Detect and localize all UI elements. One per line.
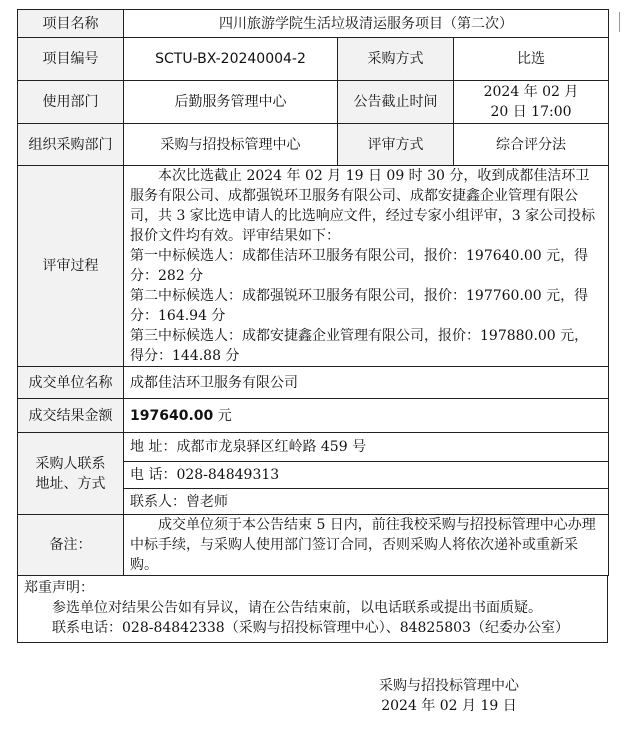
- contact-label: 采购人联系地址、方式: [18, 433, 124, 515]
- amount-label: 成交结果金额: [18, 399, 124, 433]
- org-label: 组织采购部门: [18, 124, 124, 166]
- signature-block: [379, 676, 519, 716]
- declaration-box: [17, 576, 608, 643]
- candidate-2: 第二中标候选人：成都强锐环卫服务有限公司，报价：197760.00 元，得分：164.94 分: [130, 288, 589, 324]
- project-name-value: 四川旅游学院生活垃圾清运服务项目（第二次）: [124, 10, 609, 38]
- page-edge-divider: [619, 12, 625, 32]
- winner-label: 成交单位名称: [18, 367, 124, 399]
- procure-method-value: 比选: [454, 38, 609, 81]
- process-label: 评审过程: [18, 166, 124, 367]
- row-address: [18, 433, 609, 462]
- row-amount: [18, 399, 609, 433]
- result-table: [17, 9, 609, 576]
- row-process: [18, 166, 609, 367]
- review-method-value: 综合评分法: [454, 124, 609, 166]
- project-name-label: 项目名称: [18, 10, 124, 38]
- signature-org: 采购与招投标管理中心: [379, 678, 519, 694]
- declaration-title: 郑重声明：: [24, 580, 94, 596]
- signature-date: 2024 年 02 月 19 日: [381, 698, 517, 714]
- declaration-line-1: 参选单位对结果公告如有异议，请在公告结束前，以电话联系或提出书面质疑。: [52, 600, 542, 616]
- dept-label: 使用部门: [18, 81, 124, 124]
- contact-phone: 电 话：028-84849313: [124, 462, 609, 489]
- org-value: 采购与招投标管理中心: [124, 124, 338, 166]
- candidate-1: 第一中标候选人：成都佳洁环卫服务有限公司，报价：197640.00 元，得分：282 分: [130, 248, 589, 284]
- project-no-label: 项目编号: [18, 38, 124, 81]
- row-org: [18, 124, 609, 166]
- winner-value: 成都佳洁环卫服务有限公司: [124, 367, 609, 399]
- dept-value: 后勤服务管理中心: [124, 81, 338, 124]
- row-dept: [18, 81, 609, 124]
- contact-person: 联系人：曾老师: [124, 489, 609, 515]
- remark-text: 成交单位须于本公告结束 5 日内，前往我校采购与招投标管理中心办理中标手续，与采购人使用部门签订合同，否则采购人将依次递补或重新采购。: [124, 515, 609, 576]
- amount-unit: 元: [217, 407, 232, 424]
- deadline-label: 公告截止时间: [338, 81, 454, 124]
- remark-label: 备注：: [18, 515, 124, 576]
- deadline-value: 2024 年 02 月 20 日 17:00: [454, 81, 609, 124]
- declaration-line-2: 联系电话：028-84842338（采购与招投标管理中心）、84825803（纪委办公室）: [52, 620, 569, 636]
- row-project-no: [18, 38, 609, 81]
- candidate-3: 第三中标候选人：成都安捷鑫企业管理有限公司，报价：197880.00 元，得分：144.88 分: [130, 328, 589, 364]
- process-text: [124, 166, 609, 367]
- procure-method-label: 采购方式: [338, 38, 454, 81]
- amount-value: 197640.00: [130, 407, 214, 424]
- review-method-label: 评审方式: [338, 124, 454, 166]
- row-project-name: [18, 10, 609, 38]
- process-summary: 本次比选截止 2024 年 02 月 19 日 09 时 30 分，收到成都佳洁环卫服务有限公司、成都强锐环卫服务有限公司、成都安捷鑫企业管理有限公司，共 3 家比选申请人的比选响应文件，经过专家小组评审，3 家公司投标报价文件均有效。评审结果如下：: [130, 168, 596, 244]
- contact-address: 地 址：成都市龙泉驿区红岭路 459 号: [124, 433, 609, 462]
- project-no-value: SCTU-BX-20240004-2: [124, 38, 338, 81]
- row-winner: [18, 367, 609, 399]
- announcement-sheet: [17, 9, 608, 643]
- amount-cell: [124, 399, 609, 433]
- row-remark: [18, 515, 609, 576]
